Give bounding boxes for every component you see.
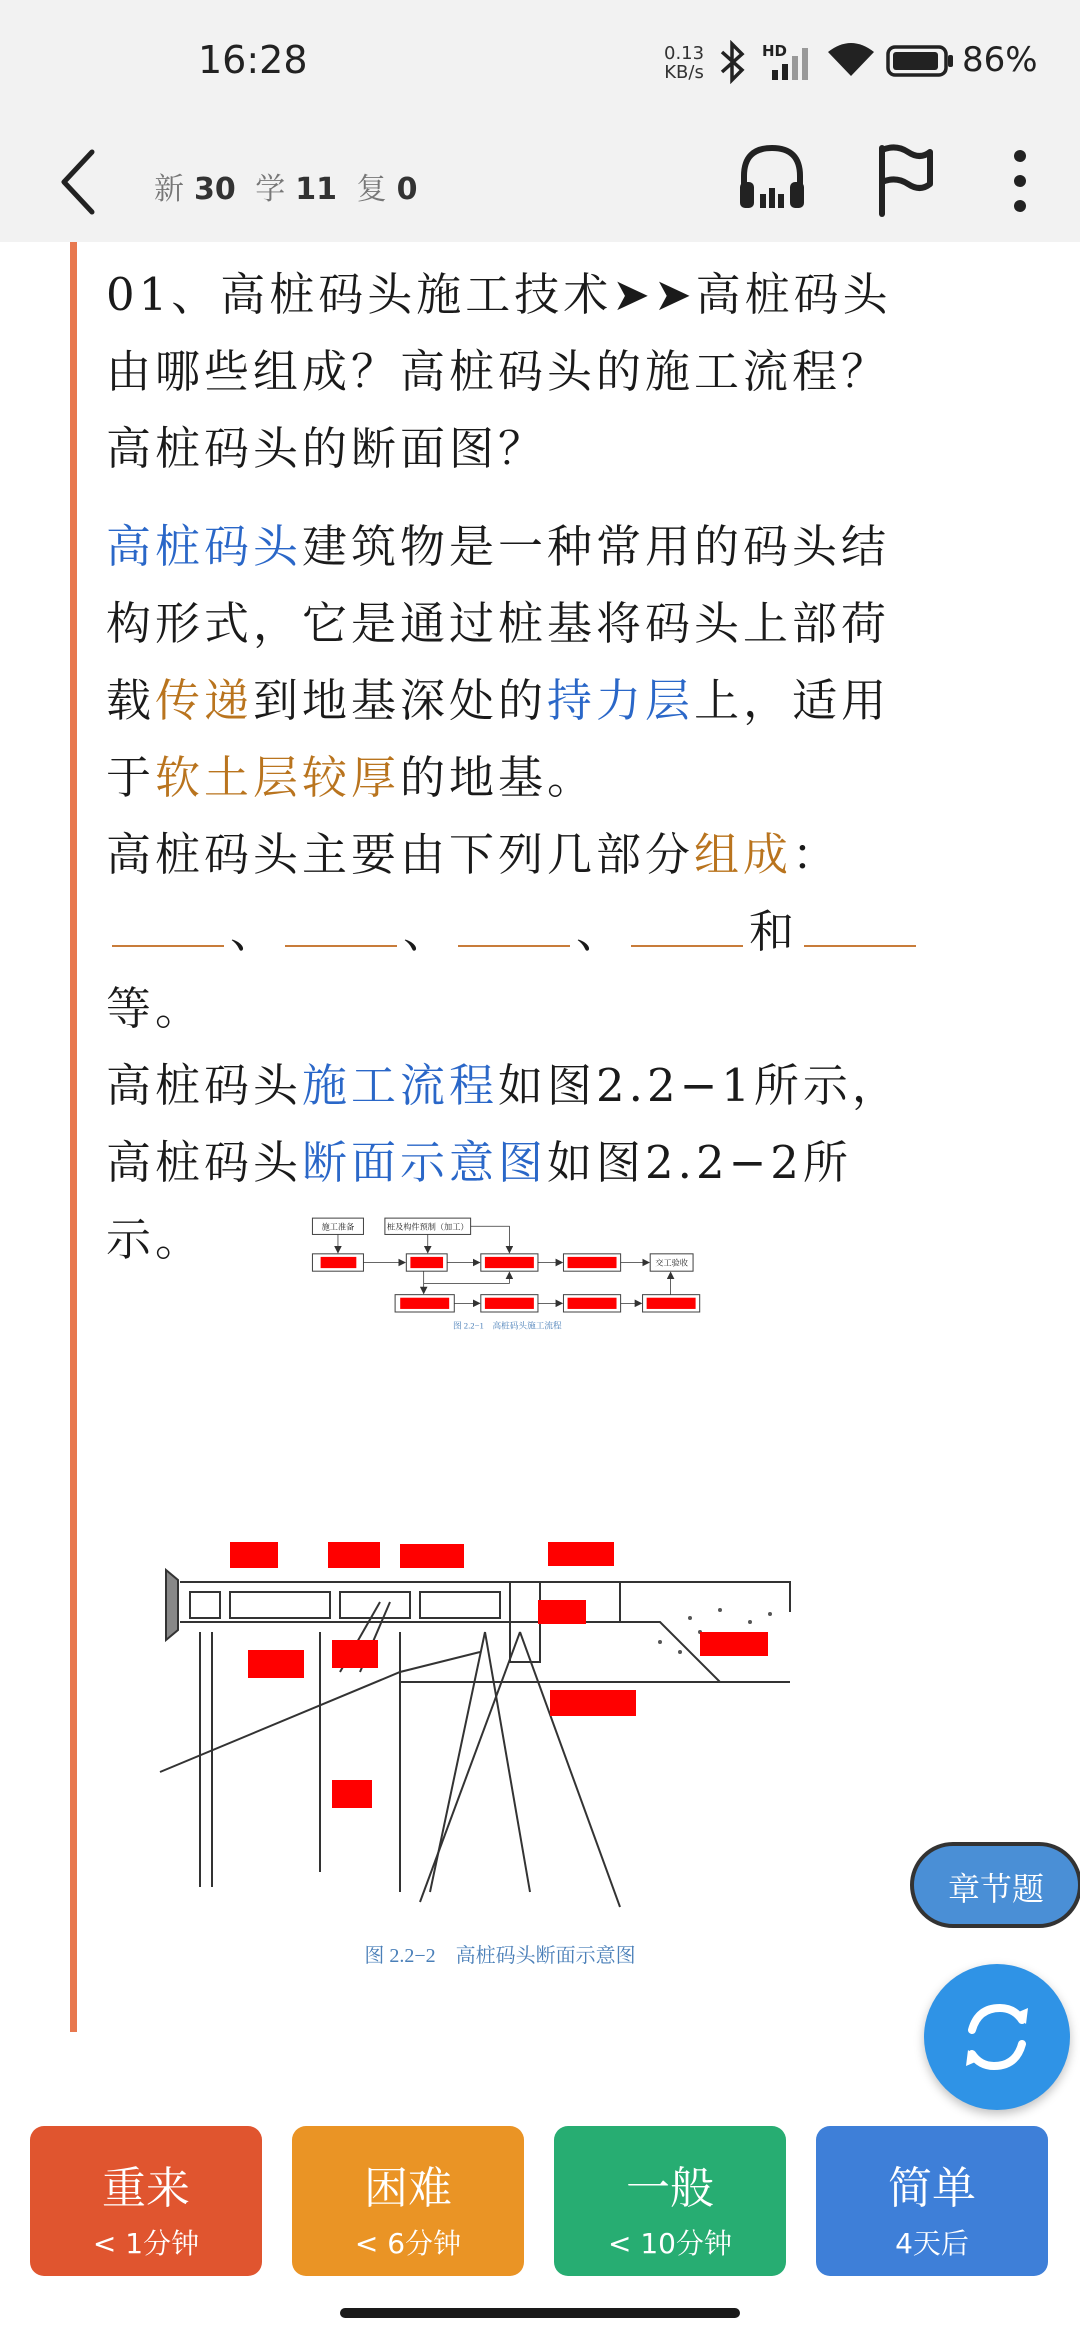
svg-text:桩及构件预制（加工）: 桩及构件预制（加工）	[386, 1222, 469, 1232]
cloze-blank[interactable]	[458, 905, 570, 947]
term-high-pile-wharf: 高桩码头	[106, 520, 303, 573]
good-interval: < 10分钟	[608, 2227, 732, 2260]
home-indicator[interactable]	[340, 2308, 740, 2318]
hard-button[interactable]	[292, 2126, 524, 2276]
battery-icon	[886, 44, 956, 78]
flow-box-prefab	[385, 1218, 471, 1234]
learn-count: 11	[295, 172, 338, 207]
answer-text-segment: 上，适用于	[106, 674, 891, 804]
chapter-questions-button[interactable]: 章节题	[910, 1842, 1080, 1928]
flow-box-prep	[312, 1218, 363, 1234]
answer-text-segment: 高桩码头主要由下列几部分	[106, 828, 695, 881]
question-text: 01、高桩码头施工技术➤➤高桩码头由哪些组成？高桩码头的施工流程？高桩码头的断面图？	[106, 268, 892, 475]
figure2-caption: 图 2.2−2 高桩码头断面示意图	[364, 1945, 636, 1967]
status-bar	[0, 0, 1080, 120]
answer-text-segment: 的地基。	[400, 751, 597, 804]
hard-interval: < 6分钟	[354, 2227, 462, 2260]
battery-level: 86%	[962, 40, 1038, 80]
answer-text-segment: 等。	[106, 982, 205, 1035]
review-label: 复	[356, 172, 387, 207]
construction-flow-figure	[100, 1212, 930, 1462]
answer-text-segment: 高桩码头	[106, 1059, 303, 1112]
headset-icon[interactable]	[736, 138, 808, 218]
answer-text	[106, 508, 936, 1278]
bluetooth-icon	[718, 40, 748, 84]
term-transfer: 传递	[155, 674, 254, 727]
wifi-icon	[826, 40, 876, 80]
top-bar	[0, 120, 1080, 242]
signal-icon	[770, 46, 814, 80]
answer-text-segment: 如图2.2−1所示，	[498, 1059, 901, 1112]
term-section-diagram: 断面示意图	[302, 1136, 548, 1189]
cloze-blank[interactable]	[804, 905, 916, 947]
term-construction-process: 施工流程	[302, 1059, 499, 1112]
again-label: 重来	[102, 2163, 190, 2214]
term-thick-soft-soil: 软土层较厚	[155, 751, 401, 804]
flag-icon[interactable]	[872, 142, 936, 218]
cloze-blank[interactable]	[112, 905, 224, 947]
review-buttons	[0, 2126, 1080, 2286]
new-count: 30	[194, 172, 236, 207]
easy-interval: 4天后	[895, 2227, 969, 2260]
answer-text-segment: 到地基深处的	[253, 674, 548, 727]
learn-label: 学	[255, 172, 286, 207]
card-accent-bar	[70, 242, 77, 2032]
answer-separator: 、	[403, 905, 453, 958]
net-speed-value: 0.13	[664, 43, 705, 64]
good-button[interactable]	[554, 2126, 786, 2276]
cloze-blank[interactable]	[631, 905, 743, 947]
more-options-icon[interactable]	[1000, 144, 1040, 218]
answer-text-segment: ：	[792, 828, 842, 881]
net-speed	[664, 44, 704, 82]
refresh-button[interactable]	[924, 1964, 1070, 2110]
svg-text:施工准备: 施工准备	[321, 1222, 355, 1232]
answer-text-segment: 高桩码头	[106, 1136, 303, 1189]
refresh-icon	[924, 1964, 1070, 2110]
cloze-blank[interactable]	[285, 905, 397, 947]
status-time: 16:28	[198, 38, 308, 82]
review-count: 0	[396, 172, 418, 207]
answer-separator: 、	[230, 905, 280, 958]
hard-label: 困难	[364, 2163, 452, 2214]
term-composition: 组成	[694, 828, 793, 881]
again-interval: < 1分钟	[92, 2227, 200, 2260]
figure1-caption: 图 2.2−1 高桩码头施工流程	[452, 1320, 562, 1331]
signal-hd-label: HD	[762, 42, 788, 60]
easy-label: 简单	[888, 2163, 976, 2214]
section-diagram-figure	[100, 1522, 930, 2022]
answer-text-segment: 如图2.2−2所示。	[106, 1136, 852, 1266]
again-button[interactable]	[30, 2126, 262, 2276]
card-content	[0, 242, 1080, 2042]
svg-text:交工验收: 交工验收	[655, 1258, 688, 1268]
easy-button[interactable]	[816, 2126, 1048, 2276]
study-counts	[154, 164, 427, 208]
net-speed-unit: KB/s	[664, 62, 704, 83]
flow-box-accept	[650, 1254, 693, 1271]
answer-separator: 、	[576, 905, 626, 958]
good-label: 一般	[626, 2163, 714, 2214]
term-bearing-layer: 持力层	[547, 674, 695, 727]
answer-text-segment: 建筑物是一种常用的码头结构形式，它是通过桩基将码头上部荷载	[106, 520, 891, 727]
new-label: 新	[154, 172, 184, 207]
answer-text-segment: 和	[749, 905, 799, 958]
back-arrow-icon[interactable]	[52, 142, 112, 222]
